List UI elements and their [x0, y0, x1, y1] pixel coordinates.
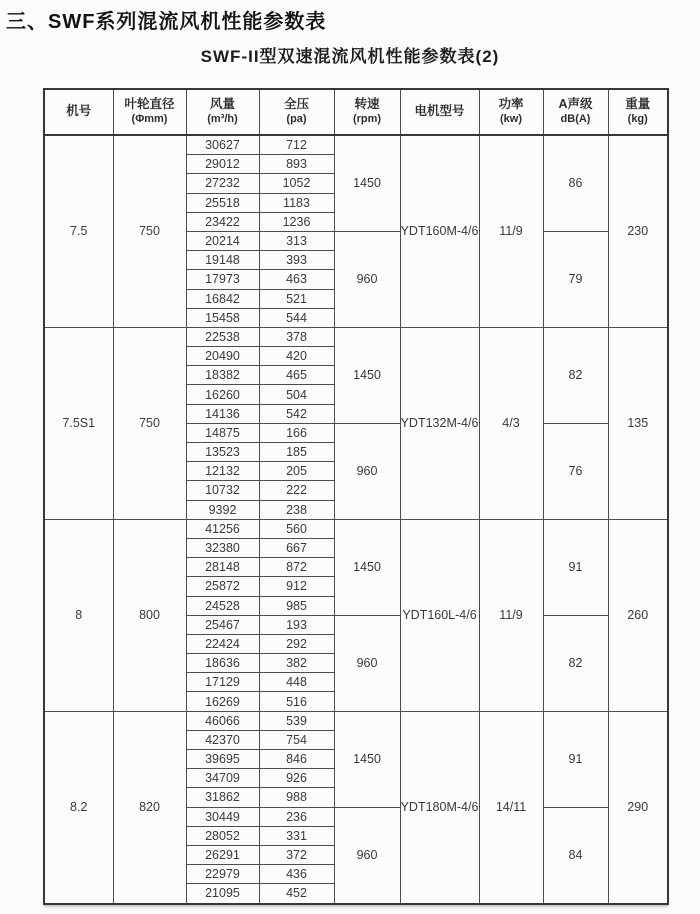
total-pressure-cell: 985 — [259, 596, 334, 615]
air-volume-cell: 17973 — [186, 270, 259, 289]
air-volume-cell: 20490 — [186, 347, 259, 366]
air-volume-cell: 22424 — [186, 634, 259, 653]
air-volume-cell: 16842 — [186, 289, 259, 308]
noise-level-cell: 91 — [543, 519, 608, 615]
air-volume-cell: 20214 — [186, 231, 259, 250]
header-motor-model — [400, 89, 479, 135]
power-cell: 11/9 — [479, 519, 543, 711]
header-power — [479, 89, 543, 135]
impeller-diameter-cell: 820 — [113, 711, 186, 903]
header-label: 转速 — [354, 97, 380, 112]
total-pressure-cell: 236 — [259, 807, 334, 826]
total-pressure-cell: 846 — [259, 750, 334, 769]
total-pressure-cell: 912 — [259, 577, 334, 596]
weight-cell: 260 — [608, 519, 668, 711]
air-volume-cell: 24528 — [186, 596, 259, 615]
header-unit: dB(A) — [560, 112, 591, 125]
header-fan-number — [44, 89, 113, 135]
air-volume-cell: 14875 — [186, 423, 259, 442]
header-total-pressure — [259, 89, 334, 135]
header-label: 功率 — [498, 97, 524, 112]
total-pressure-cell: 872 — [259, 558, 334, 577]
total-pressure-cell: 205 — [259, 462, 334, 481]
speed-cell: 960 — [334, 615, 400, 711]
header-label: 重量 — [625, 97, 651, 112]
air-volume-cell: 41256 — [186, 519, 259, 538]
air-volume-cell: 18636 — [186, 654, 259, 673]
header-label: 全压 — [283, 97, 309, 112]
table-row — [44, 711, 668, 730]
speed-cell: 960 — [334, 807, 400, 903]
total-pressure-cell: 1183 — [259, 193, 334, 212]
air-volume-cell: 46066 — [186, 711, 259, 730]
fan-performance-table — [43, 88, 669, 905]
total-pressure-cell: 544 — [259, 308, 334, 327]
header-noise-level — [543, 89, 608, 135]
air-volume-cell: 17129 — [186, 673, 259, 692]
air-volume-cell: 25467 — [186, 615, 259, 634]
air-volume-cell: 30449 — [186, 807, 259, 826]
total-pressure-cell: 463 — [259, 270, 334, 289]
fan-number-cell: 7.5S1 — [44, 327, 113, 519]
header-impeller-diameter — [113, 89, 186, 135]
air-volume-cell: 25872 — [186, 577, 259, 596]
header-speed — [334, 89, 400, 135]
total-pressure-cell: 331 — [259, 826, 334, 845]
power-cell: 4/3 — [479, 327, 543, 519]
total-pressure-cell: 465 — [259, 366, 334, 385]
total-pressure-cell: 560 — [259, 519, 334, 538]
header-unit: (pa) — [286, 112, 307, 125]
air-volume-cell: 16260 — [186, 385, 259, 404]
table-subtitle: SWF-II型双速混流风机性能参数表(2) — [200, 47, 500, 66]
impeller-diameter-cell: 800 — [113, 519, 186, 711]
header-air-volume — [186, 89, 259, 135]
total-pressure-cell: 712 — [259, 135, 334, 155]
speed-cell: 960 — [334, 423, 400, 519]
noise-level-cell: 79 — [543, 231, 608, 327]
total-pressure-cell: 222 — [259, 481, 334, 500]
air-volume-cell: 12132 — [186, 462, 259, 481]
motor-model-cell: YDT132M-4/6 — [400, 327, 479, 519]
motor-model-cell: YDT180M-4/6 — [400, 711, 479, 903]
air-volume-cell: 42370 — [186, 730, 259, 749]
header-unit: (kg) — [627, 112, 648, 125]
header-unit: (kw) — [500, 112, 522, 125]
table-body — [44, 135, 668, 904]
total-pressure-cell: 382 — [259, 654, 334, 673]
total-pressure-cell: 193 — [259, 615, 334, 634]
total-pressure-cell: 1236 — [259, 212, 334, 231]
total-pressure-cell: 166 — [259, 423, 334, 442]
table-row — [44, 519, 668, 538]
air-volume-cell: 9392 — [186, 500, 259, 519]
header-row — [44, 89, 668, 135]
total-pressure-cell: 988 — [259, 788, 334, 807]
total-pressure-cell: 542 — [259, 404, 334, 423]
table-row — [44, 327, 668, 346]
total-pressure-cell: 1052 — [259, 174, 334, 193]
motor-model-cell: YDT160M-4/6 — [400, 135, 479, 327]
speed-cell: 1450 — [334, 711, 400, 807]
weight-cell: 135 — [608, 327, 668, 519]
fan-number-cell: 7.5 — [44, 135, 113, 327]
header-label: 风量 — [209, 97, 235, 112]
speed-cell: 1450 — [334, 519, 400, 615]
total-pressure-cell: 667 — [259, 538, 334, 557]
total-pressure-cell: 754 — [259, 730, 334, 749]
total-pressure-cell: 292 — [259, 634, 334, 653]
header-unit: (m³/h) — [207, 112, 238, 125]
total-pressure-cell: 521 — [259, 289, 334, 308]
total-pressure-cell: 313 — [259, 231, 334, 250]
total-pressure-cell: 185 — [259, 443, 334, 462]
header-label: 电机型号 — [414, 104, 465, 119]
impeller-diameter-cell: 750 — [113, 327, 186, 519]
air-volume-cell: 19148 — [186, 251, 259, 270]
speed-cell: 1450 — [334, 135, 400, 231]
total-pressure-cell: 393 — [259, 251, 334, 270]
air-volume-cell: 10732 — [186, 481, 259, 500]
total-pressure-cell: 539 — [259, 711, 334, 730]
impeller-diameter-cell: 750 — [113, 135, 186, 327]
air-volume-cell: 22538 — [186, 327, 259, 346]
air-volume-cell: 30627 — [186, 135, 259, 155]
noise-level-cell: 82 — [543, 615, 608, 711]
table-header — [44, 89, 668, 135]
air-volume-cell: 15458 — [186, 308, 259, 327]
air-volume-cell: 26291 — [186, 845, 259, 864]
total-pressure-cell: 452 — [259, 884, 334, 904]
page-title: 三、SWF系列混流风机性能参数表 — [6, 11, 327, 33]
power-cell: 11/9 — [479, 135, 543, 327]
noise-level-cell: 91 — [543, 711, 608, 807]
speed-cell: 1450 — [334, 327, 400, 423]
header-label: 机号 — [66, 104, 92, 119]
air-volume-cell: 22979 — [186, 865, 259, 884]
air-volume-cell: 23422 — [186, 212, 259, 231]
total-pressure-cell: 448 — [259, 673, 334, 692]
air-volume-cell: 18382 — [186, 366, 259, 385]
header-weight — [608, 89, 668, 135]
total-pressure-cell: 372 — [259, 845, 334, 864]
air-volume-cell: 13523 — [186, 443, 259, 462]
header-label: A声级 — [558, 97, 593, 112]
total-pressure-cell: 516 — [259, 692, 334, 711]
power-cell: 14/11 — [479, 711, 543, 903]
air-volume-cell: 14136 — [186, 404, 259, 423]
fan-number-cell: 8.2 — [44, 711, 113, 903]
noise-level-cell: 82 — [543, 327, 608, 423]
air-volume-cell: 34709 — [186, 769, 259, 788]
noise-level-cell: 86 — [543, 135, 608, 231]
weight-cell: 230 — [608, 135, 668, 327]
air-volume-cell: 21095 — [186, 884, 259, 904]
air-volume-cell: 39695 — [186, 750, 259, 769]
air-volume-cell: 32380 — [186, 538, 259, 557]
air-volume-cell: 28148 — [186, 558, 259, 577]
weight-cell: 290 — [608, 711, 668, 903]
noise-level-cell: 84 — [543, 807, 608, 903]
total-pressure-cell: 420 — [259, 347, 334, 366]
air-volume-cell: 29012 — [186, 155, 259, 174]
header-unit: (Φmm) — [131, 112, 168, 125]
speed-cell: 960 — [334, 231, 400, 327]
header-label: 叶轮直径 — [124, 97, 175, 112]
noise-level-cell: 76 — [543, 423, 608, 519]
air-volume-cell: 28052 — [186, 826, 259, 845]
fan-number-cell: 8 — [44, 519, 113, 711]
total-pressure-cell: 504 — [259, 385, 334, 404]
motor-model-cell: YDT160L-4/6 — [400, 519, 479, 711]
air-volume-cell: 16269 — [186, 692, 259, 711]
table-row — [44, 135, 668, 155]
air-volume-cell: 31862 — [186, 788, 259, 807]
total-pressure-cell: 238 — [259, 500, 334, 519]
total-pressure-cell: 436 — [259, 865, 334, 884]
air-volume-cell: 25518 — [186, 193, 259, 212]
air-volume-cell: 27232 — [186, 174, 259, 193]
header-unit: (rpm) — [352, 112, 382, 125]
total-pressure-cell: 893 — [259, 155, 334, 174]
total-pressure-cell: 926 — [259, 769, 334, 788]
total-pressure-cell: 378 — [259, 327, 334, 346]
